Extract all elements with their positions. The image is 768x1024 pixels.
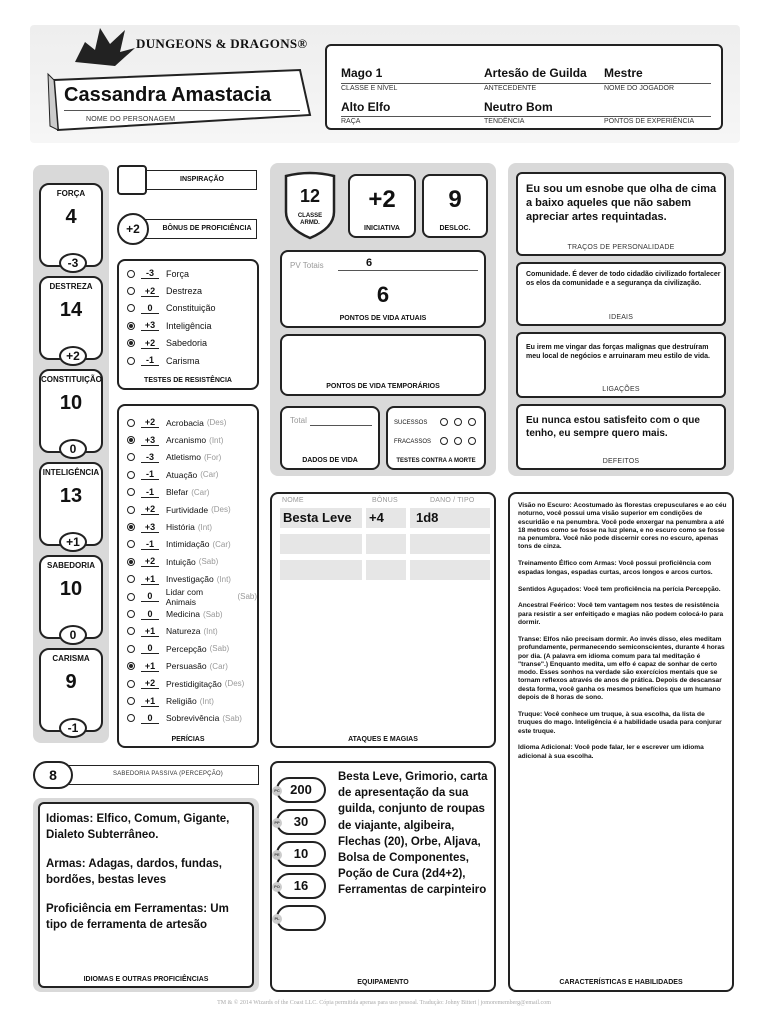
skill-value[interactable]: -3 bbox=[141, 452, 159, 463]
ability-score[interactable]: 10 bbox=[59, 392, 83, 414]
skill-attribute: (Car) bbox=[200, 470, 219, 480]
skill-name: Natureza bbox=[166, 626, 201, 637]
speed-label: DESLOC. bbox=[439, 225, 471, 232]
skill-value[interactable]: 0 bbox=[141, 591, 159, 602]
character-name-banner bbox=[40, 30, 330, 135]
coin-amount[interactable]: 16 bbox=[293, 878, 309, 893]
skill-name: Arcanismo bbox=[166, 435, 207, 446]
ideals-box bbox=[516, 262, 726, 326]
feature-paragraph: Idioma Adicional: Você pode falar, ler e escrever um idioma adicional à sua escolha. bbox=[518, 744, 704, 760]
proficiencies-box bbox=[38, 802, 254, 988]
proficiency-checkbox[interactable] bbox=[127, 610, 135, 618]
ability-score[interactable]: 13 bbox=[59, 485, 83, 507]
skill-name: Intuição bbox=[166, 556, 196, 567]
death-saves-label: TESTES CONTRA A MORTE bbox=[396, 458, 476, 464]
skill-value[interactable]: +1 bbox=[141, 661, 159, 672]
skill-value[interactable]: +2 bbox=[141, 556, 159, 567]
coin-box bbox=[276, 841, 326, 867]
coin-amount[interactable]: 10 bbox=[293, 846, 309, 861]
skill-attribute: (Des) bbox=[211, 505, 231, 515]
proficiency-paragraph[interactable]: Proficiência em Ferramentas: Um tipo de ferramenta de artesão bbox=[46, 903, 229, 931]
skill-attribute: (Int) bbox=[197, 522, 213, 532]
skill-value[interactable]: +2 bbox=[141, 504, 159, 515]
proficiency-checkbox[interactable] bbox=[127, 523, 135, 531]
saving-throw-row bbox=[127, 282, 202, 299]
equipment-panel bbox=[270, 761, 496, 992]
proficiency-checkbox[interactable] bbox=[127, 645, 135, 653]
saving-throw-name: Carisma bbox=[166, 355, 200, 366]
initiative-value[interactable]: +2 bbox=[368, 186, 396, 213]
skill-value[interactable]: +3 bbox=[141, 522, 159, 533]
divider bbox=[341, 83, 711, 84]
skill-value[interactable]: 0 bbox=[141, 643, 159, 654]
skill-row bbox=[127, 605, 223, 622]
skill-attribute: (Sab) bbox=[209, 644, 230, 654]
initiative-label: INICIATIVA bbox=[364, 225, 400, 232]
skill-attribute: (Int) bbox=[199, 696, 214, 706]
class-level-label: CLASSE E NÍVEL bbox=[341, 85, 398, 92]
coin-amount[interactable]: 200 bbox=[290, 782, 312, 797]
traits-box bbox=[516, 172, 726, 256]
skill-attribute: (Car) bbox=[212, 539, 231, 549]
proficiency-checkbox[interactable] bbox=[127, 575, 135, 583]
skill-row bbox=[127, 623, 218, 640]
saving-throws-panel bbox=[117, 259, 259, 390]
skill-name: Lidar com Animais bbox=[165, 586, 204, 607]
bonds-text[interactable]: Eu irem me vingar das forças malignas que destruíram meu local de negócios e arruinaram meu estilo de vida. bbox=[526, 344, 711, 360]
proficiency-checkbox[interactable] bbox=[127, 540, 135, 548]
attack-damage-field[interactable] bbox=[410, 560, 490, 580]
current-hp-box bbox=[280, 250, 486, 328]
coin-box bbox=[276, 873, 326, 899]
flaws-label: DEFEITOS bbox=[602, 458, 640, 465]
ability-name: FORÇA bbox=[56, 189, 86, 198]
proficiency-checkbox[interactable] bbox=[127, 506, 135, 514]
attack-bonus-field[interactable] bbox=[366, 534, 406, 554]
skill-row bbox=[127, 484, 209, 501]
attack-damage-field[interactable] bbox=[410, 534, 490, 554]
hp-current-value[interactable]: 6 bbox=[376, 282, 390, 307]
proficiency-checkbox[interactable] bbox=[127, 593, 135, 601]
attack-damage-field[interactable]: 1d8 bbox=[410, 508, 490, 528]
ability-score[interactable]: 9 bbox=[65, 671, 77, 693]
equipment-title: EQUIPAMENTO bbox=[357, 979, 409, 986]
skill-row bbox=[127, 588, 257, 605]
features-panel bbox=[508, 492, 734, 992]
proficiency-bonus-box bbox=[117, 213, 259, 245]
proficiency-checkbox[interactable] bbox=[127, 287, 135, 295]
skill-name: Investigação bbox=[166, 574, 214, 585]
skill-name: Atletismo bbox=[166, 452, 201, 463]
hp-max-value[interactable]: 6 bbox=[366, 257, 373, 269]
skills-title: PERÍCIAS bbox=[171, 736, 205, 743]
skill-name: História bbox=[166, 522, 195, 533]
ability-score[interactable]: 14 bbox=[59, 299, 83, 321]
saving-throw-row bbox=[127, 317, 212, 334]
saving-throw-value[interactable]: +2 bbox=[141, 338, 159, 349]
skill-attribute: (Des) bbox=[224, 679, 245, 689]
proficiency-checkbox[interactable] bbox=[127, 270, 135, 278]
failures-label: FRACASSOS bbox=[394, 439, 432, 445]
saving-throw-row bbox=[127, 335, 207, 352]
ability-modifier[interactable]: -1 bbox=[59, 718, 87, 738]
flaws-text[interactable]: Eu nunca estou satisfeito com o que tenho, eu sempre quero mais. bbox=[526, 415, 700, 439]
saving-throw-name: Sabedoria bbox=[166, 338, 208, 349]
bonds-box bbox=[516, 332, 726, 398]
ability-box bbox=[39, 555, 103, 642]
saving-throw-row bbox=[127, 300, 216, 317]
footer-copyright: TM & © 2014 Wizards of the Coast LLC. Cópia permitida apenas para uso pessoal. Tradução: Johny Bitteri | jomorememberg@email.com bbox=[217, 1000, 551, 1006]
proficiency-checkbox[interactable] bbox=[127, 419, 135, 427]
speed-value[interactable]: 9 bbox=[448, 186, 462, 213]
flaws-box bbox=[516, 404, 726, 470]
skill-name: Sobrevivência bbox=[166, 713, 220, 724]
saving-throws-title: TESTES DE RESISTÊNCIA bbox=[144, 377, 232, 384]
ability-modifier[interactable]: +1 bbox=[59, 532, 87, 552]
speed-box bbox=[422, 174, 488, 238]
feature-paragraph: Treinamento Élfico com Armas: Você possui proficiência com espadas longas, espadas curtas, arcos longos e arcos curtos. bbox=[518, 560, 713, 576]
skill-value[interactable]: -1 bbox=[141, 487, 159, 498]
successes-checkboxes[interactable] bbox=[440, 418, 482, 428]
death-saves-box bbox=[386, 406, 486, 470]
inspiration-label: INSPIRAÇÃO bbox=[180, 176, 224, 183]
success-checkbox[interactable] bbox=[468, 418, 476, 426]
saving-throw-name: Inteligência bbox=[166, 320, 212, 331]
coin-type-label: PL bbox=[272, 914, 282, 924]
skill-row bbox=[127, 640, 229, 657]
ability-modifier[interactable]: 0 bbox=[59, 625, 87, 645]
ideals-label: IDEAIS bbox=[608, 314, 634, 321]
skill-attribute: (Car) bbox=[191, 487, 210, 497]
character-name-underline bbox=[64, 110, 300, 111]
alignment-label: TENDÊNCIA bbox=[484, 118, 525, 125]
ideals-text[interactable]: Comunidade. É dever de todo cidadão civilizado fortalecer os elos da comunidade e a segurança da civilização. bbox=[526, 271, 721, 287]
feature-paragraph: Ancestral Feérico: Você tem vantagem nos testes de resistência para resistir a ser enfeitiçado e magias não podem colocá-lo para dormir. bbox=[518, 602, 724, 627]
background-label: ANTECEDENTE bbox=[484, 85, 537, 92]
saving-throw-name: Destreza bbox=[166, 286, 203, 297]
player-label: NOME DO JOGADOR bbox=[604, 85, 675, 92]
proficiency-checkbox[interactable] bbox=[127, 558, 135, 566]
hit-dice-total-line bbox=[310, 425, 372, 426]
proficiency-checkbox[interactable] bbox=[127, 488, 135, 496]
attacks-col-name: NOME bbox=[282, 497, 304, 504]
skill-attribute: (Des) bbox=[206, 418, 227, 428]
success-checkbox[interactable] bbox=[440, 418, 448, 426]
attacks-col-bonus: BÔNUS bbox=[372, 497, 398, 504]
hit-dice-label: DADOS DE VIDA bbox=[302, 457, 358, 464]
success-checkbox[interactable] bbox=[454, 418, 462, 426]
skill-row bbox=[127, 518, 212, 535]
features-title: CARACTERÍSTICAS E HABILIDADES bbox=[559, 979, 683, 986]
saving-throw-value[interactable]: 0 bbox=[141, 303, 159, 314]
skill-name: Furtividade bbox=[166, 504, 209, 515]
coin-box bbox=[276, 905, 326, 931]
successes-label: SUCESSOS bbox=[394, 420, 428, 426]
armor-class-value[interactable]: 12 bbox=[299, 186, 321, 206]
saving-throw-row bbox=[127, 352, 200, 369]
feature-paragraph: Truque: Você conhece um truque, à sua escolha, da lista de truques do mago. Inteligência é a habilidade usada para conjurar este truque. bbox=[518, 710, 722, 735]
logo-text: DUNGEONS & DRAGONS® bbox=[136, 36, 308, 51]
character-name-label: NOME DO PERSONAGEM bbox=[86, 116, 176, 123]
failure-checkbox[interactable] bbox=[440, 437, 448, 445]
ability-name: CONSTITUIÇÃO bbox=[41, 375, 102, 384]
proficiencies-title: IDIOMAS E OUTRAS PROFICIÊNCIAS bbox=[83, 976, 209, 983]
ability-modifier[interactable]: -3 bbox=[59, 253, 87, 273]
abilities-column bbox=[33, 165, 109, 743]
skill-row bbox=[127, 571, 231, 588]
coin-type-label: PE bbox=[272, 850, 282, 860]
traits-text[interactable]: Eu sou um esnobe que olha de cima a baixo aqueles que não sabem apreciar artes requintadas. bbox=[526, 183, 717, 223]
inspiration-box bbox=[117, 165, 259, 195]
proficiency-checkbox[interactable] bbox=[127, 471, 135, 479]
attacks-title: ATAQUES E MAGIAS bbox=[348, 736, 418, 743]
alignment-value[interactable]: Neutro Bom bbox=[484, 100, 553, 114]
ability-name: SABEDORIA bbox=[46, 561, 95, 570]
failures-checkboxes[interactable] bbox=[440, 437, 482, 447]
attack-bonus-field[interactable]: +4 bbox=[366, 508, 406, 528]
proficiency-checkbox[interactable] bbox=[127, 322, 135, 330]
skill-row bbox=[127, 501, 231, 518]
race-label: RAÇA bbox=[341, 118, 361, 125]
saving-throw-value[interactable]: +3 bbox=[141, 320, 159, 331]
skill-row bbox=[127, 414, 226, 431]
proficiency-bonus-value[interactable]: +2 bbox=[117, 213, 149, 245]
ability-name: INTELIGÊNCIA bbox=[42, 468, 100, 477]
hp-current-label: PONTOS DE VIDA ATUAIS bbox=[339, 315, 427, 322]
skill-name: Persuasão bbox=[166, 661, 207, 672]
skill-value[interactable]: +2 bbox=[141, 678, 159, 689]
attacks-panel bbox=[270, 492, 496, 748]
character-info-box bbox=[325, 44, 723, 130]
skill-value[interactable]: +1 bbox=[141, 626, 159, 637]
skill-value[interactable]: -1 bbox=[141, 539, 159, 550]
ability-score[interactable]: 10 bbox=[59, 578, 83, 600]
skill-value[interactable]: 0 bbox=[141, 609, 159, 620]
skill-row bbox=[127, 675, 244, 692]
skill-row bbox=[127, 431, 223, 448]
proficiency-checkbox[interactable] bbox=[127, 453, 135, 461]
attack-name-field[interactable] bbox=[280, 560, 362, 580]
failure-checkbox[interactable] bbox=[454, 437, 462, 445]
proficiency-checkbox[interactable] bbox=[127, 680, 135, 688]
skill-row bbox=[127, 658, 228, 675]
saving-throw-row bbox=[127, 265, 189, 282]
skill-row bbox=[127, 710, 242, 727]
skill-attribute: (Car) bbox=[209, 661, 228, 671]
skill-attribute: (Int) bbox=[209, 435, 224, 445]
proficiency-paragraph[interactable]: Armas: Adagas, dardos, fundas, bordões, bestas leves bbox=[46, 858, 222, 886]
feature-paragraph: Transe: Elfos não precisam dormir. Ao invés disso, eles meditam profundamente, permanecendo semiconscientes, durante 4 horas por dia. (A palavra em idioma comum para tal meditação é "transe".) Enquanto medita, um elfo é capaz de sonhar de certo modo. Esses sonhos na verdade são exercícios mentais que se tornam reflexos através de anos de prática. Depois de descansar desta forma, você ganha os mesmos benefícios que um humano depois de 8 horas de sono. bbox=[518, 635, 725, 702]
character-name[interactable]: Cassandra Amastacia bbox=[64, 84, 272, 106]
skill-name: Percepção bbox=[166, 643, 207, 654]
race-value[interactable]: Alto Elfo bbox=[341, 100, 391, 114]
hp-max-underline bbox=[338, 270, 478, 271]
skill-attribute: (Int) bbox=[216, 574, 231, 584]
passive-perception-box bbox=[33, 761, 259, 789]
ability-box bbox=[39, 648, 103, 735]
class-level-value[interactable]: Mago 1 bbox=[341, 66, 383, 80]
background-value[interactable]: Artesão de Guilda bbox=[484, 66, 587, 80]
saving-throw-value[interactable]: -3 bbox=[141, 268, 159, 279]
skill-attribute: (Int) bbox=[203, 626, 218, 636]
proficiency-bonus-label: BÔNUS DE PROFICIÊNCIA bbox=[162, 225, 252, 232]
proficiency-checkbox[interactable] bbox=[127, 697, 135, 705]
skill-value[interactable]: 0 bbox=[141, 713, 159, 724]
proficiency-checkbox[interactable] bbox=[127, 339, 135, 347]
passive-perception-label: SABEDORIA PASSIVA (PERCEPÇÃO) bbox=[113, 771, 223, 777]
attack-name-field[interactable]: Besta Leve bbox=[280, 508, 362, 528]
coin-box bbox=[276, 777, 326, 803]
xp-label: PONTOS DE EXPERIÊNCIA bbox=[604, 118, 695, 125]
armor-class-label: CLASSE ARMD. bbox=[297, 213, 323, 226]
skill-name: Acrobacia bbox=[166, 417, 204, 428]
divider bbox=[341, 116, 711, 117]
skill-value[interactable]: +2 bbox=[141, 417, 159, 428]
skill-name: Atuação bbox=[166, 469, 198, 480]
skill-name: Blefar bbox=[166, 487, 189, 498]
skill-name: Intimidação bbox=[166, 539, 210, 550]
skill-row bbox=[127, 466, 218, 483]
skill-value[interactable]: +1 bbox=[141, 696, 159, 707]
skill-row bbox=[127, 536, 231, 553]
saving-throw-value[interactable]: -1 bbox=[141, 355, 159, 366]
attack-name-field[interactable] bbox=[280, 534, 362, 554]
skill-attribute: (Sab) bbox=[237, 592, 257, 602]
traits-label: TRAÇOS DE PERSONALIDADE bbox=[567, 244, 675, 251]
skill-row bbox=[127, 692, 214, 709]
ability-modifier[interactable]: 0 bbox=[59, 439, 87, 459]
ability-modifier[interactable]: +2 bbox=[59, 346, 87, 366]
skill-attribute: (Sab) bbox=[203, 609, 223, 619]
attack-bonus-field[interactable] bbox=[366, 560, 406, 580]
skill-row bbox=[127, 553, 218, 570]
initiative-box bbox=[348, 174, 416, 238]
coin-type-label: PP bbox=[272, 818, 282, 828]
bonds-label: LIGAÇÕES bbox=[602, 386, 640, 393]
skill-attribute: (Sab) bbox=[198, 557, 219, 567]
ability-box bbox=[39, 183, 103, 270]
coin-type-label: PC bbox=[272, 786, 282, 796]
skill-attribute: (For) bbox=[203, 452, 222, 462]
saving-throw-name: Constituição bbox=[166, 303, 216, 314]
player-value[interactable]: Mestre bbox=[604, 66, 643, 80]
hp-temp-label: PONTOS DE VIDA TEMPORÁRIOS bbox=[326, 383, 440, 390]
hp-max-label: PV Totais bbox=[290, 261, 324, 270]
skill-attribute: (Sab) bbox=[222, 713, 242, 723]
proficiency-checkbox[interactable] bbox=[127, 436, 135, 444]
inspiration-checkbox[interactable] bbox=[117, 165, 147, 195]
hit-dice-total-label: Total bbox=[290, 416, 307, 425]
skill-name: Religião bbox=[166, 696, 197, 707]
temp-hp-box bbox=[280, 334, 486, 396]
ability-box bbox=[39, 369, 103, 456]
attacks-col-damage: DANO / TIPO bbox=[430, 497, 475, 504]
proficiency-checkbox[interactable] bbox=[127, 357, 135, 365]
skill-name: Prestidigitação bbox=[166, 678, 222, 689]
skill-name: Medicina bbox=[166, 609, 201, 620]
skill-row bbox=[127, 449, 221, 466]
proficiency-paragraph[interactable]: Idiomas: Elfico, Comum, Gigante, Dialeto Subterrâneo. bbox=[46, 813, 230, 841]
equipment-text[interactable]: Besta Leve, Grimorio, carta de apresentação da sua guilda, conjunto de roupas de viajante, algibeira, Flechas (20), Orbe, Aljava, Bolsa de Componentes, Poção de Cura (2d4+2), Ferramentas de carpinteiro bbox=[338, 771, 488, 897]
hit-dice-box bbox=[280, 406, 380, 470]
proficiency-checkbox[interactable] bbox=[127, 662, 135, 670]
coin-type-label: PO bbox=[272, 882, 282, 892]
skill-value[interactable]: +3 bbox=[141, 435, 159, 446]
feature-paragraph: Sentidos Aguçados: Você tem proficiência na perícia Percepção. bbox=[518, 585, 721, 593]
ability-score[interactable]: 4 bbox=[65, 206, 77, 228]
proficiency-checkbox[interactable] bbox=[127, 714, 135, 722]
coin-amount[interactable]: 30 bbox=[293, 814, 309, 829]
ability-box bbox=[39, 462, 103, 549]
ability-name: DESTREZA bbox=[49, 282, 93, 291]
skill-value[interactable]: +1 bbox=[141, 574, 159, 585]
skills-panel bbox=[117, 404, 259, 748]
saving-throw-name: Força bbox=[166, 268, 190, 279]
proficiency-checkbox[interactable] bbox=[127, 304, 135, 312]
armor-class-shield bbox=[278, 170, 342, 240]
feature-paragraph: Visão no Escuro: Acostumado às florestas crepusculares e ao céu noturno, você possui uma visão superior em condições de escuridão e na penumbra. Você pode enxergar na penumbra a até 18 metros como se fosse na luz plena, e no escuro como se fosse na penumbra. Você não pode discernir cores no escuro, apenas tons de cinza. bbox=[518, 502, 727, 551]
failure-checkbox[interactable] bbox=[468, 437, 476, 445]
saving-throw-value[interactable]: +2 bbox=[141, 286, 159, 297]
passive-perception-value[interactable]: 8 bbox=[33, 761, 73, 789]
coin-box bbox=[276, 809, 326, 835]
proficiency-checkbox[interactable] bbox=[127, 627, 135, 635]
ability-name: CARISMA bbox=[52, 654, 90, 663]
ability-box bbox=[39, 276, 103, 363]
skill-value[interactable]: -1 bbox=[141, 469, 159, 480]
